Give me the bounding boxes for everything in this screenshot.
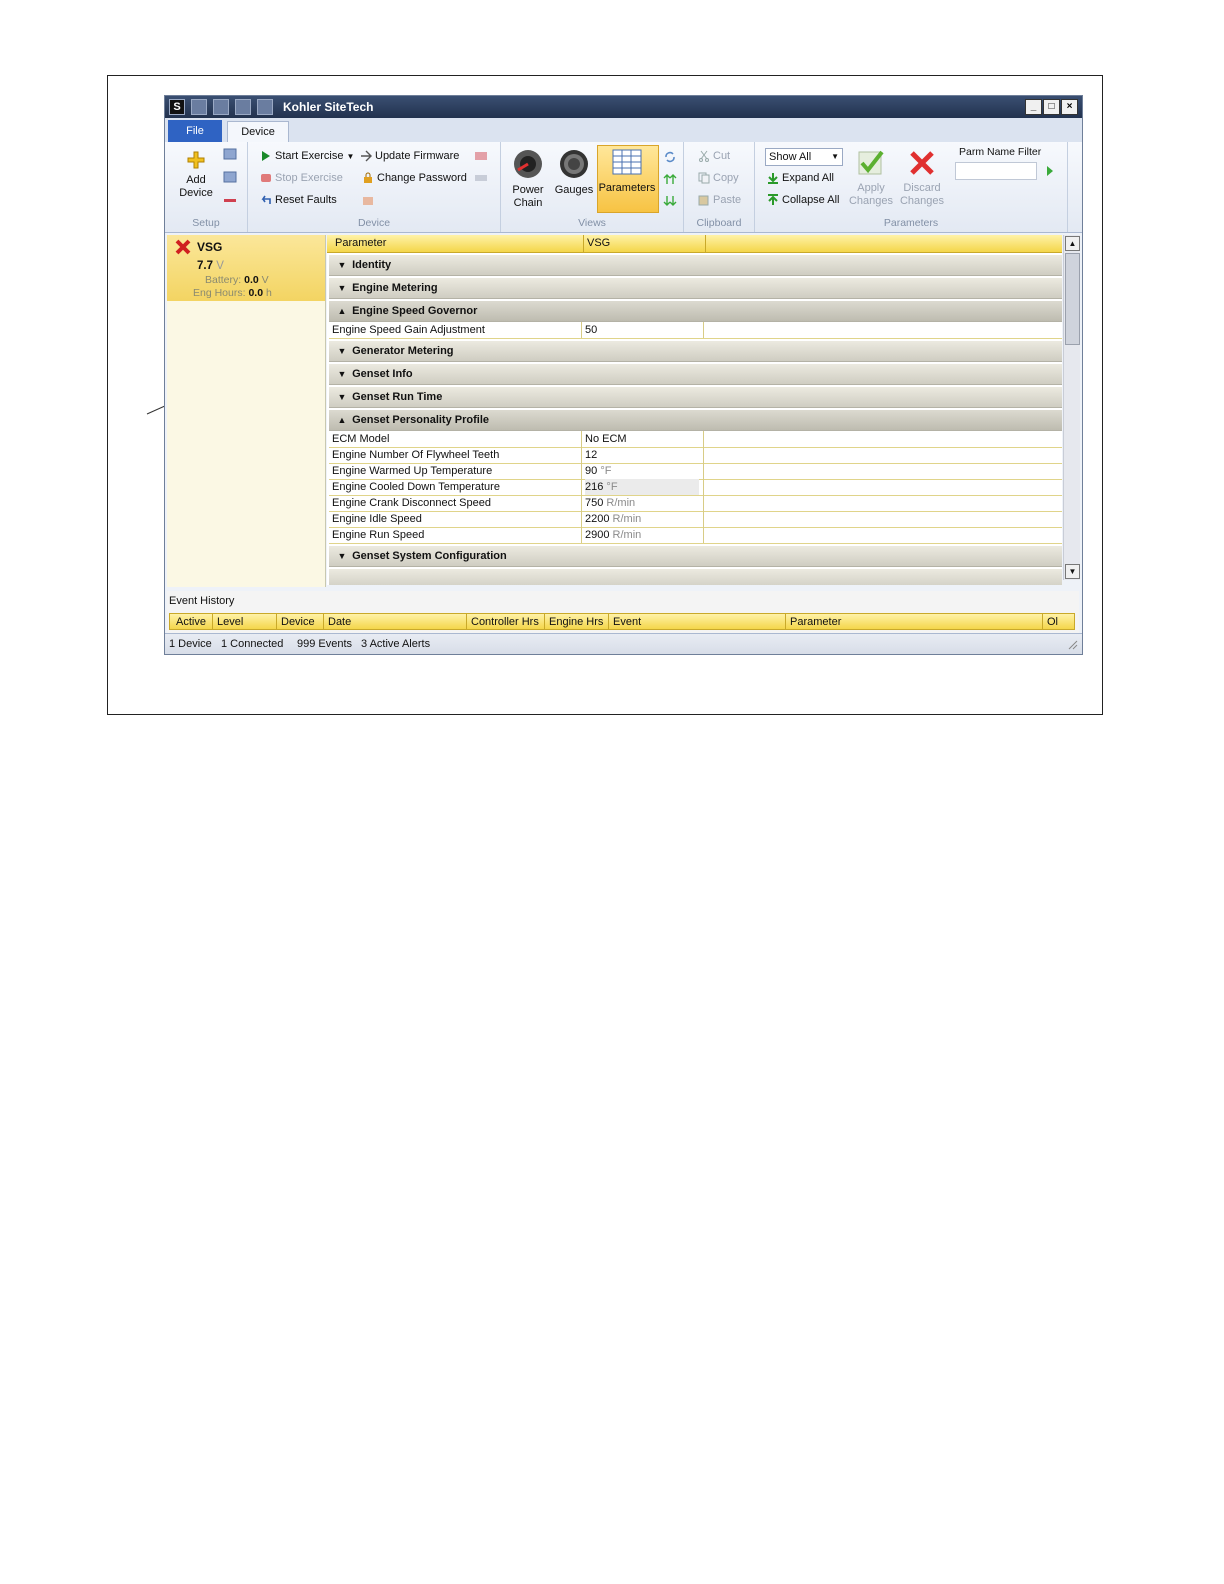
power-chain-label-2: Chain [513, 197, 543, 209]
parm-name-filter-label: Parm Name Filter [959, 146, 1042, 158]
column-header-vsg[interactable]: VSG [587, 237, 611, 249]
param-value[interactable] [585, 463, 611, 479]
sync-up-icon[interactable] [663, 172, 677, 189]
param-value-number: 216 [585, 481, 604, 493]
device-list-icon[interactable] [223, 148, 237, 163]
category-genset-run-time[interactable] [329, 387, 1062, 408]
copy-label: Copy [713, 172, 739, 184]
event-history-label: Event History [169, 595, 235, 607]
category-genset-system-configuration[interactable] [329, 546, 1062, 567]
column-header-date[interactable]: Date [328, 616, 352, 628]
window-title: Kohler SiteTech [283, 100, 374, 114]
param-unit: °F [606, 481, 618, 493]
column-header-level[interactable]: Level [217, 616, 244, 628]
show-filter-value: Show All [769, 151, 812, 163]
stop-exercise-label: Stop Exercise [275, 172, 343, 184]
device-upload-icon[interactable] [474, 150, 488, 165]
apply-changes-button[interactable] [847, 148, 895, 208]
cut-button[interactable] [698, 150, 730, 162]
copy-icon [698, 172, 710, 184]
param-name: Engine Number Of Flywheel Teeth [332, 449, 500, 461]
gauges-label: Gauges [554, 184, 594, 196]
change-password-button[interactable] [362, 172, 467, 184]
eng-hours-value: 0.0 [248, 287, 264, 299]
grid-vertical-scrollbar[interactable] [1063, 235, 1080, 580]
param-value-number: 50 [585, 324, 598, 336]
column-header-ol[interactable]: Ol [1047, 616, 1058, 628]
category-label: Genset Run Time [352, 391, 443, 403]
chevron-down-icon: ▼ [337, 260, 347, 270]
device-name: VSG [197, 240, 223, 254]
window-controls [1025, 99, 1078, 115]
reset-faults-label: Reset Faults [275, 194, 337, 206]
app-icon[interactable]: S [169, 99, 185, 115]
chevron-down-icon: ▼ [337, 392, 347, 402]
param-unit: °F [600, 465, 612, 477]
add-device-label-1: Add [186, 174, 206, 186]
power-chain-icon [512, 148, 544, 180]
category-generator-metering[interactable] [329, 341, 1062, 362]
event-history-header [169, 613, 1075, 630]
collapse-all-icon [767, 194, 779, 206]
start-exercise-button[interactable] [260, 150, 354, 162]
discard-changes-label-2: Changes [899, 195, 945, 207]
table-row[interactable] [329, 431, 1062, 448]
apply-changes-label-2: Changes [848, 195, 894, 207]
param-value[interactable] [585, 479, 699, 495]
chevron-down-icon: ▼ [346, 151, 355, 161]
device-link-icon[interactable] [474, 172, 488, 187]
update-firmware-button[interactable] [360, 150, 459, 162]
category-label: Engine Metering [352, 282, 438, 294]
eng-hours-unit: h [265, 287, 272, 299]
status-devices: 1 Device [169, 638, 212, 650]
param-value[interactable] [585, 431, 627, 447]
group-label-clipboard: Clipboard [696, 217, 742, 229]
copy-button[interactable] [698, 172, 739, 184]
apply-changes-label-1: Apply [857, 182, 885, 194]
scissors-icon [698, 150, 710, 162]
status-bar [165, 633, 1082, 655]
device-voltage [197, 260, 224, 272]
group-label-views: Views [578, 217, 606, 229]
device-props-icon[interactable] [223, 171, 237, 186]
column-header-engine-hrs[interactable]: Engine Hrs [549, 616, 604, 628]
qat-tools-icon[interactable] [257, 99, 273, 115]
lock-icon [362, 172, 374, 184]
param-unit: R/min [612, 529, 642, 541]
param-value[interactable] [585, 511, 641, 527]
chevron-down-icon: ▼ [831, 152, 839, 161]
update-firmware-label: Update Firmware [375, 150, 460, 162]
scroll-up-icon[interactable]: ▲ [1065, 236, 1080, 251]
tab-device[interactable]: Device [227, 121, 289, 143]
cut-label: Cut [713, 150, 731, 162]
group-label-setup: Setup [192, 217, 220, 229]
category-label: Genset System Configuration [352, 550, 507, 562]
change-password-label: Change Password [377, 172, 467, 184]
device-eng-hours [193, 287, 272, 299]
group-setup [165, 142, 248, 232]
grid-header [327, 235, 1062, 253]
chevron-up-icon: ▲ [337, 415, 347, 425]
qat-copy-icon[interactable] [235, 99, 251, 115]
table-row[interactable] [329, 322, 1062, 339]
param-value-number: 2900 [585, 529, 610, 541]
column-header-parameter[interactable]: Parameter [335, 237, 387, 249]
quick-access-toolbar [169, 99, 273, 115]
param-value-number: 12 [585, 449, 598, 461]
expand-all-label: Expand All [782, 172, 834, 184]
parameters-button[interactable] [597, 145, 657, 211]
device-battery [205, 274, 269, 286]
device-misc-icon[interactable] [362, 196, 374, 209]
status-connected: 1 Connected [221, 638, 284, 650]
category-label: Genset Personality Profile [352, 414, 489, 426]
firmware-tool-icon [360, 150, 372, 162]
param-name: Engine Crank Disconnect Speed [332, 497, 491, 509]
parameters-grid-icon [612, 148, 642, 178]
device-voltage-unit: V [216, 260, 224, 272]
group-label-parameters: Parameters [883, 217, 939, 229]
stop-icon [260, 172, 272, 184]
category-genset-personality-profile[interactable] [329, 410, 1062, 431]
expand-all-icon [767, 172, 779, 184]
group-views [501, 142, 684, 232]
param-value[interactable] [585, 322, 597, 338]
paste-button[interactable] [698, 194, 741, 206]
start-exercise-label: Start Exercise [275, 150, 344, 162]
scroll-thumb[interactable] [1065, 253, 1080, 345]
group-device [248, 142, 501, 232]
paste-icon [698, 194, 710, 206]
device-fault-x-icon [175, 239, 191, 258]
ribbon-tabs [165, 118, 1082, 143]
table-row[interactable] [329, 447, 1062, 464]
stop-exercise-button[interactable] [260, 172, 343, 184]
scroll-down-icon[interactable]: ▼ [1065, 564, 1080, 579]
column-header-parameter[interactable]: Parameter [790, 616, 842, 628]
discard-x-icon [907, 148, 937, 178]
chevron-down-icon: ▼ [337, 283, 347, 293]
chevron-down-icon: ▼ [337, 346, 347, 356]
qat-undo-icon[interactable] [213, 99, 229, 115]
category-label: Generator Metering [352, 345, 454, 357]
status-events: 999 Events [297, 638, 353, 650]
param-value-number: 750 [585, 497, 604, 509]
app-window [164, 95, 1083, 655]
table-row[interactable] [329, 479, 1062, 496]
category-engine-metering[interactable] [329, 278, 1062, 299]
show-filter-select[interactable] [765, 148, 843, 166]
collapse-all-label: Collapse All [782, 194, 840, 206]
tab-file[interactable]: File [168, 120, 222, 142]
group-clipboard [684, 142, 755, 232]
param-name: ECM Model [332, 433, 390, 445]
column-header-event[interactable]: Event [613, 616, 642, 628]
category-identity[interactable] [329, 255, 1062, 276]
param-name: Engine Warmed Up Temperature [332, 465, 493, 477]
category-label: Genset Info [352, 368, 413, 380]
play-icon [260, 150, 272, 162]
discard-changes-button[interactable] [897, 148, 947, 208]
category-label: Identity [352, 259, 392, 271]
param-value-number: No ECM [585, 433, 627, 445]
battery-value: 0.0 [244, 274, 259, 286]
maximize-icon[interactable]: □ [1043, 99, 1060, 115]
device-card-vsg[interactable] [167, 235, 325, 301]
gauge-icon [558, 148, 590, 180]
group-label-device: Device [357, 217, 391, 229]
param-unit: R/min [606, 497, 636, 509]
param-value-number: 90 [585, 465, 598, 477]
parameters-label: Parameters [598, 182, 656, 194]
param-unit: R/min [612, 513, 642, 525]
chevron-up-icon: ▲ [337, 306, 347, 316]
expand-all-button[interactable] [767, 172, 834, 184]
gauges-button[interactable] [553, 148, 595, 197]
title-bar [165, 96, 1082, 118]
category-cut-off[interactable] [329, 569, 1062, 585]
table-row[interactable] [329, 527, 1062, 544]
eng-hours-label: Eng Hours: [193, 287, 246, 299]
minimize-icon[interactable]: _ [1025, 99, 1042, 115]
category-genset-info[interactable] [329, 364, 1062, 385]
chevron-down-icon: ▼ [337, 551, 347, 561]
param-name: Engine Idle Speed [332, 513, 422, 525]
column-header-active[interactable]: Active [176, 616, 206, 628]
device-voltage-value: 7.7 [197, 260, 213, 272]
param-name: Engine Speed Gain Adjustment [332, 324, 485, 336]
param-value[interactable] [585, 447, 597, 463]
column-header-controller-hrs[interactable]: Controller Hrs [471, 616, 539, 628]
collapse-all-button[interactable] [767, 194, 839, 206]
param-value[interactable] [585, 527, 641, 543]
parameter-grid [327, 235, 1062, 585]
device-panel [167, 235, 326, 587]
event-history-panel [167, 591, 1079, 633]
parm-name-filter-input[interactable] [955, 162, 1037, 180]
remove-device-icon[interactable] [223, 194, 237, 209]
checkmark-icon [856, 148, 886, 178]
close-icon[interactable]: × [1061, 99, 1078, 115]
qat-save-icon[interactable] [191, 99, 207, 115]
group-parameters [755, 142, 1068, 232]
refresh-icon[interactable] [663, 150, 677, 167]
category-engine-speed-governor[interactable] [329, 301, 1062, 322]
param-name: Engine Run Speed [332, 529, 425, 541]
add-plus-icon [186, 150, 206, 170]
table-row[interactable] [329, 511, 1062, 528]
discard-changes-label-1: Discard [903, 182, 941, 194]
add-device-label-2: Device [179, 187, 213, 199]
resize-grip-icon[interactable] [1068, 640, 1078, 653]
reset-arrow-icon [260, 194, 272, 206]
column-header-device[interactable]: Device [281, 616, 315, 628]
category-label: Engine Speed Governor [352, 305, 478, 317]
param-name: Engine Cooled Down Temperature [332, 481, 500, 493]
table-row[interactable] [329, 495, 1062, 512]
param-value[interactable] [585, 495, 635, 511]
power-chain-label-1: Power [512, 184, 544, 196]
filter-go-icon[interactable] [1045, 164, 1055, 181]
param-value-number: 2200 [585, 513, 610, 525]
add-device-button[interactable] [175, 150, 217, 200]
ribbon [165, 142, 1082, 233]
sync-down-icon[interactable] [663, 194, 677, 211]
battery-unit: V [261, 274, 269, 286]
paste-label: Paste [713, 194, 742, 206]
table-row[interactable] [329, 463, 1062, 480]
reset-faults-button[interactable] [260, 194, 337, 206]
chevron-down-icon: ▼ [337, 369, 347, 379]
status-alerts: 3 Active Alerts [361, 638, 431, 650]
battery-label: Battery: [205, 274, 242, 286]
power-chain-button[interactable] [507, 148, 549, 210]
